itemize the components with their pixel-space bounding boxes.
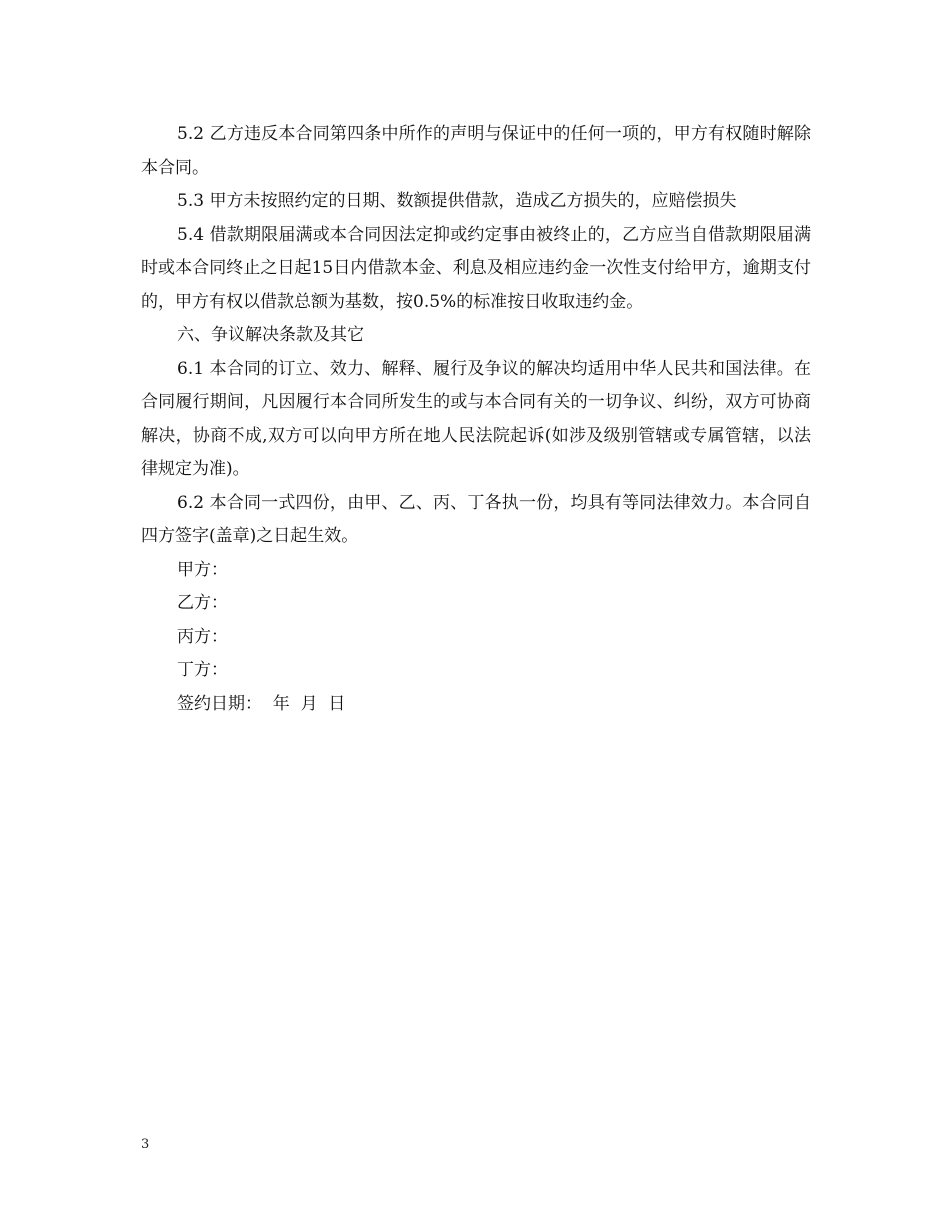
clause-5-4: 5.4 借款期限届满或本合同因法定抑或约定事由被终止的，乙方应当自借款期限届满时或本合同终止之日起15日内借款本金、利息及相应违约金一次性支付给甲方，逾期支付的，甲方有权以借款总额为基数，按0.5%的标准按日收取违约金。 xyxy=(141,224,811,312)
signing-date: 签约日期： 年 月 日 xyxy=(177,693,346,714)
signature-party-b: 乙方： xyxy=(177,593,228,613)
signature-party-a: 甲方： xyxy=(177,559,228,580)
clause-6-1: 6.1 本合同的订立、效力、解释、履行及争议的解决均适用中华人民共和国法律。在合同履行期间，凡因履行本合同所发生的或与本合同有关的一切争议、纠纷，双方可协商解决，协商不成,双方可以向甲方所在地人民法院起诉(如涉及级别管辖或专属管辖，以法律规定为准)。 xyxy=(141,358,811,479)
clause-6-2: 6.2 本合同一式四份，由甲、乙、丙、丁各执一份，均具有等同法律效力。本合同自四方签字(盖章)之日起生效。 xyxy=(141,492,811,546)
document-body xyxy=(141,118,811,721)
clause-5-2: 5.2 乙方违反本合同第四条中所作的声明与保证中的任何一项的，甲方有权随时解除本合同。 xyxy=(141,124,811,178)
section-heading-dispute-resolution: 六、争议解决条款及其它 xyxy=(177,325,364,345)
signature-block xyxy=(141,554,811,722)
clause-5-3: 5.3 甲方未按照约定的日期、数额提供借款，造成乙方损失的，应赔偿损失 xyxy=(177,191,737,211)
signature-party-c: 丙方： xyxy=(177,626,228,647)
page-number: 3 xyxy=(141,1137,150,1152)
signature-party-d: 丁方： xyxy=(177,660,228,680)
